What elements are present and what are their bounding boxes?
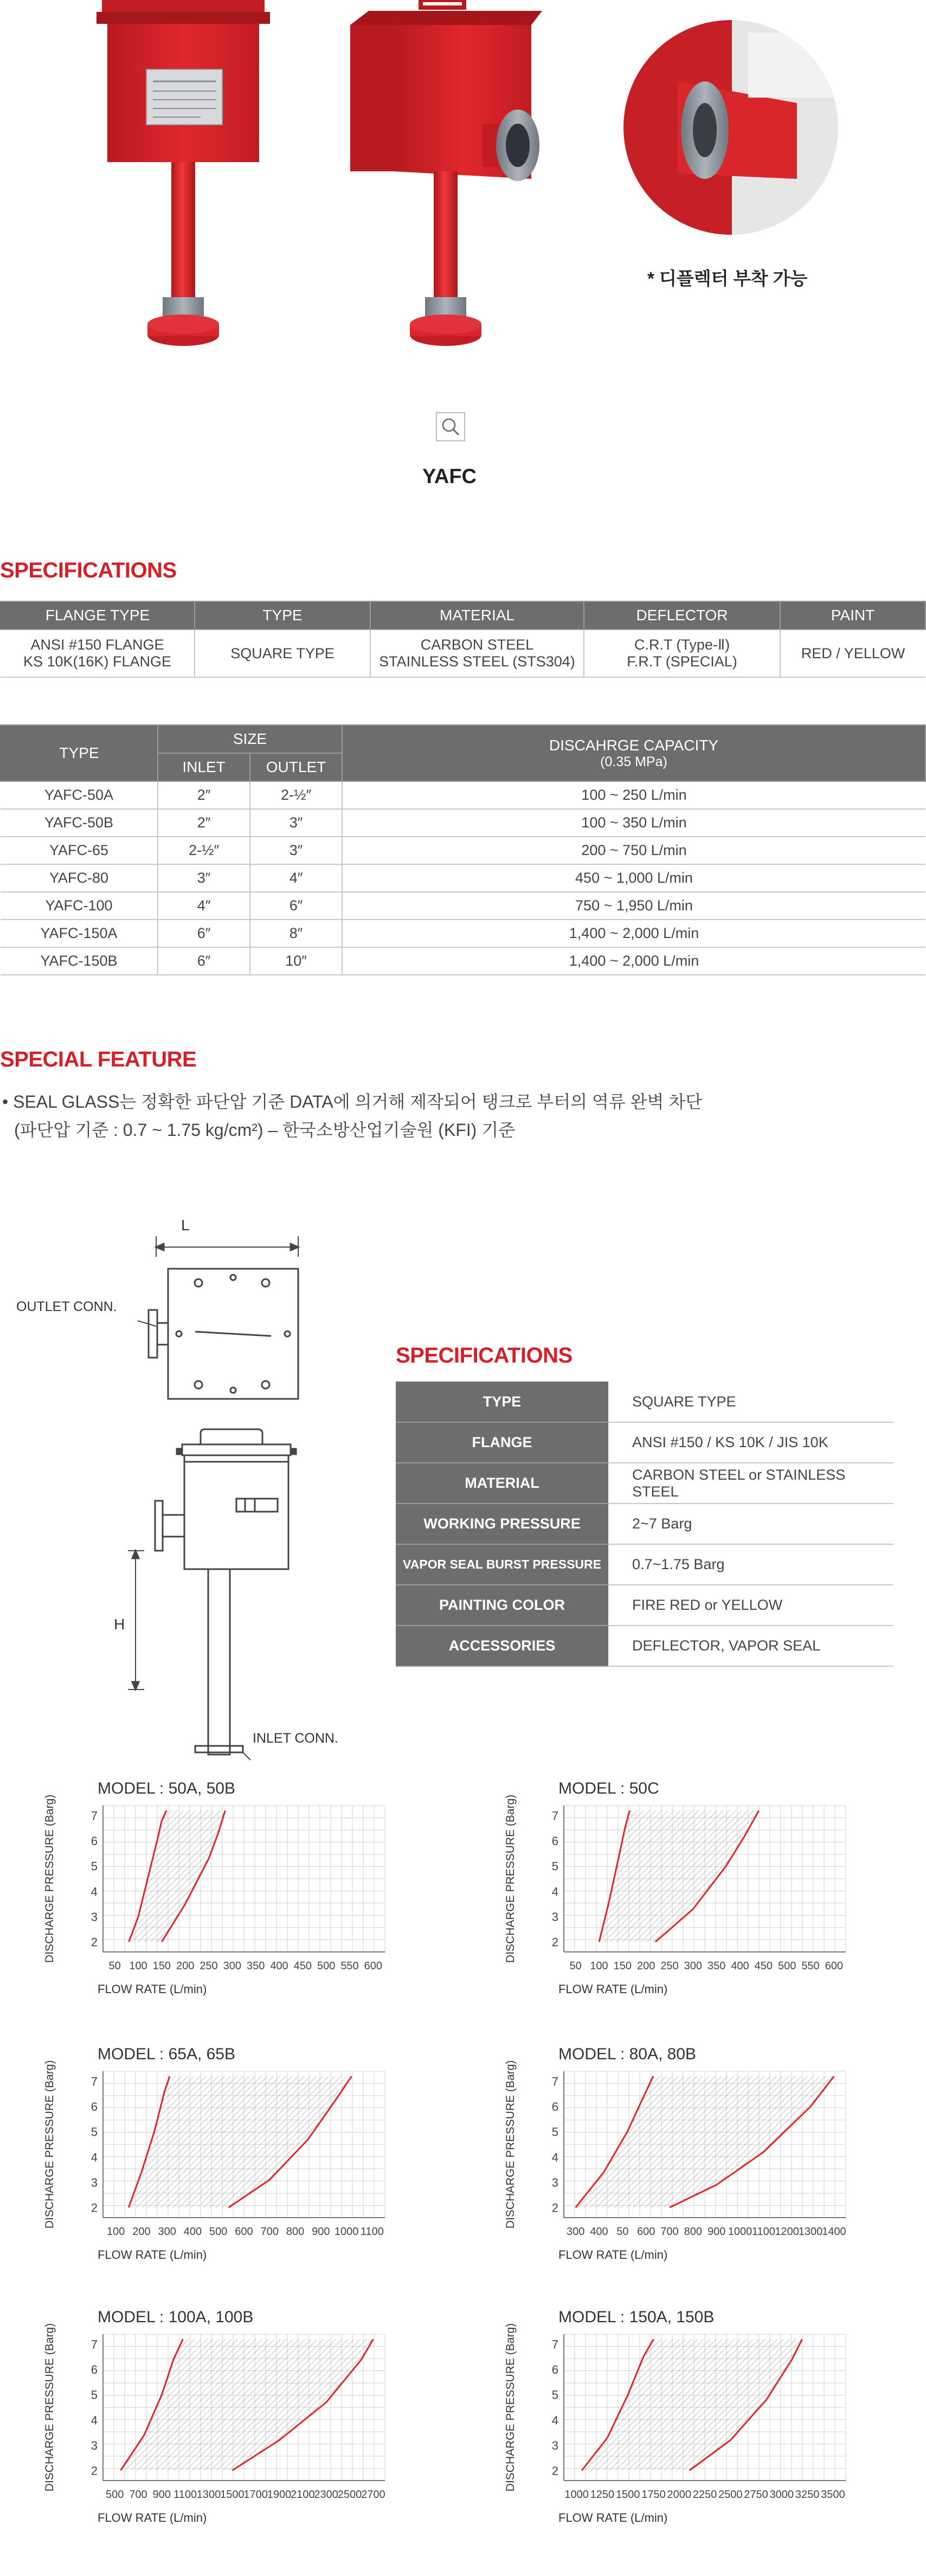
- y-tick-label: 4: [91, 2413, 98, 2427]
- cap-header-size: SIZE: [158, 725, 342, 753]
- cap-cell-cap: 750 ~ 1,950 L/min: [342, 892, 925, 920]
- x-tick-label: 1500: [615, 2489, 640, 2501]
- y-tick-label: 6: [91, 2363, 98, 2377]
- x-tick-label: 2000: [667, 2489, 691, 2501]
- spec2-title: SPECIFICATIONS: [396, 1344, 573, 1367]
- x-tick-label: 300: [566, 2226, 585, 2238]
- y-tick-label: 5: [91, 1859, 98, 1873]
- drawing-label-l: L: [181, 1217, 190, 1234]
- product-photo-front: [97, 0, 270, 346]
- x-tick-label: 900: [312, 2226, 330, 2238]
- chart-3: [504, 2045, 846, 2262]
- x-tick-label: 900: [152, 2489, 171, 2501]
- y-tick-label: 7: [551, 1809, 558, 1823]
- y-axis-label: DISCHARGE PRESSURE (Barg): [504, 1794, 517, 1963]
- cap-cell-outlet: 6″: [250, 892, 342, 920]
- spec-cell: SQUARE TYPE: [195, 629, 370, 677]
- cap-cell-outlet: 4″: [250, 864, 342, 892]
- x-tick-label: 600: [636, 2226, 655, 2238]
- x-tick-label: 400: [731, 1960, 749, 1972]
- chart-2: [43, 2045, 385, 2262]
- chart-region: [582, 2339, 802, 2470]
- x-tick-label: 300: [158, 2226, 176, 2238]
- spec-header: PAINT: [780, 601, 925, 629]
- y-tick-label: 4: [551, 1885, 558, 1899]
- x-tick-label: 300: [223, 1960, 242, 1972]
- x-tick-label: 2250: [692, 2489, 717, 2501]
- y-tick-label: 2: [91, 2201, 98, 2215]
- spec-table: [0, 601, 926, 678]
- x-tick-label: 1100: [360, 2226, 384, 2238]
- cap-cell-type: YAFC-80: [1, 864, 158, 892]
- x-tick-label: 2500: [337, 2489, 362, 2501]
- y-tick-label: 4: [91, 2150, 98, 2164]
- y-tick-label: 4: [91, 1885, 98, 1899]
- spec2-value: CARBON STEEL or STAINLESS STEEL: [608, 1463, 893, 1504]
- y-axis-label: DISCHARGE PRESSURE (Barg): [504, 2060, 517, 2229]
- cap-cell-outlet: 3″: [250, 837, 342, 864]
- spec-cell: C.R.T (Type-Ⅱ) F.R.T (SPECIAL): [584, 629, 780, 677]
- y-tick-label: 7: [551, 2337, 558, 2352]
- charts: [0, 1773, 926, 2576]
- x-tick-label: 200: [176, 1960, 195, 1972]
- spec-title: SPECIFICATIONS: [0, 558, 177, 582]
- table-row: [1, 864, 925, 892]
- y-tick-label: 2: [91, 1935, 98, 1949]
- y-tick-label: 3: [551, 2438, 558, 2452]
- table-row: [1, 781, 925, 809]
- cap-cell-cap: 450 ~ 1,000 L/min: [342, 864, 925, 892]
- table-row: [396, 1626, 893, 1666]
- cap-cell-cap: 200 ~ 750 L/min: [342, 837, 925, 864]
- spec2-value: 0.7~1.75 Barg: [608, 1544, 893, 1585]
- y-axis-label: DISCHARGE PRESSURE (Barg): [43, 2060, 56, 2229]
- y-tick-label: 5: [551, 2388, 558, 2402]
- table-row: [396, 1585, 893, 1626]
- x-tick-label: 300: [684, 1960, 703, 1972]
- x-tick-label: 1500: [220, 2489, 245, 2501]
- table-row: [1, 837, 925, 864]
- x-tick-label: 250: [200, 1960, 218, 1972]
- technical-drawing: [0, 1215, 380, 1762]
- spec-header: TYPE: [195, 601, 370, 629]
- x-tick-label: 700: [660, 2226, 679, 2238]
- y-tick-label: 5: [551, 1859, 558, 1873]
- table-row: [396, 1544, 893, 1585]
- x-tick-label: 100: [106, 2226, 125, 2238]
- x-tick-label: 600: [825, 1960, 844, 1972]
- x-tick-label: 3250: [795, 2489, 820, 2501]
- x-axis-label: FLOW RATE (L/min): [558, 2511, 668, 2524]
- x-tick-label: 1750: [641, 2489, 666, 2501]
- x-tick-label: 1400: [822, 2226, 846, 2238]
- chart-region: [129, 1810, 226, 1942]
- x-tick-label: 700: [129, 2489, 147, 2501]
- spec2-key: ACCESSORIES: [396, 1626, 608, 1666]
- chart-1: [504, 1780, 846, 1996]
- table-row: [396, 1463, 893, 1504]
- outlet-conn-label: OUTLET CONN.: [16, 1299, 117, 1314]
- y-tick-label: 7: [91, 2337, 98, 2352]
- chart-title: MODEL : 50C: [558, 1780, 659, 1797]
- x-tick-label: 1200: [775, 2226, 799, 2238]
- y-tick-label: 3: [551, 1910, 558, 1924]
- x-axis-label: FLOW RATE (L/min): [98, 2511, 207, 2524]
- feature-title: SPECIAL FEATURE: [0, 1048, 197, 1071]
- x-tick-label: 350: [707, 1960, 726, 1972]
- cap-cell-type: YAFC-150A: [1, 920, 158, 947]
- table-row: [1, 809, 925, 837]
- spec-header: MATERIAL: [370, 601, 584, 629]
- spec-header: DEFLECTOR: [584, 601, 780, 629]
- x-tick-label: 2300: [314, 2489, 338, 2501]
- x-tick-label: 200: [132, 2226, 151, 2238]
- x-axis-label: FLOW RATE (L/min): [98, 2248, 207, 2262]
- x-tick-label: 1100: [173, 2489, 197, 2501]
- y-tick-label: 6: [551, 1834, 558, 1848]
- x-tick-label: 500: [777, 1960, 796, 1972]
- cap-cell-inlet: 2″: [158, 809, 250, 837]
- spec-cell: CARBON STEEL STAINLESS STEEL (STS304): [370, 629, 584, 677]
- spec2-key: VAPOR SEAL BURST PRESSURE: [396, 1544, 608, 1585]
- x-tick-label: 50: [108, 1960, 121, 1972]
- feature-line-1: • SEAL GLASS는 정확한 파단압 기준 DATA에 의거해 제작되어 탱크로 부터의 역류 완벽 차단: [2, 1092, 703, 1112]
- chart-title: MODEL : 150A, 150B: [558, 2308, 715, 2326]
- spec2-table: [396, 1382, 893, 1667]
- y-tick-label: 5: [91, 2125, 98, 2139]
- spec2-value: ANSI #150 / KS 10K / JIS 10K: [608, 1422, 893, 1463]
- inlet-conn-label: INLET CONN.: [253, 1731, 338, 1746]
- x-tick-label: 2750: [744, 2489, 768, 2501]
- cap-cell-inlet: 6″: [158, 947, 250, 975]
- chart-title: MODEL : 65A, 65B: [98, 2045, 236, 2063]
- y-tick-label: 6: [91, 1834, 98, 1848]
- table-row: [1, 947, 925, 975]
- table-row: [1, 892, 925, 920]
- x-tick-label: 900: [707, 2226, 726, 2238]
- cap-header-inlet: INLET: [158, 753, 250, 781]
- y-tick-label: 2: [91, 2464, 98, 2478]
- cap-cell-cap: 1,400 ~ 2,000 L/min: [342, 947, 925, 975]
- x-tick-label: 450: [293, 1960, 312, 1972]
- y-tick-label: 6: [551, 2363, 558, 2377]
- x-tick-label: 1000: [564, 2489, 589, 2501]
- deflector-detail-photo: [623, 20, 838, 235]
- x-tick-label: 400: [183, 2226, 202, 2238]
- cap-cell-cap: 1,400 ~ 2,000 L/min: [342, 920, 925, 947]
- y-tick-label: 4: [551, 2413, 558, 2427]
- x-tick-label: 700: [260, 2226, 279, 2238]
- x-tick-label: 600: [364, 1960, 383, 1972]
- cap-cell-outlet: 8″: [250, 920, 342, 947]
- x-tick-label: 50: [616, 2226, 629, 2238]
- table-row: [396, 1504, 893, 1544]
- x-tick-label: 1000: [334, 2226, 359, 2238]
- spec2-value: FIRE RED or YELLOW: [608, 1585, 893, 1626]
- chart-4: [43, 2308, 385, 2524]
- y-tick-label: 3: [91, 1910, 98, 1924]
- x-tick-label: 600: [235, 2226, 253, 2238]
- spec2-key: TYPE: [396, 1382, 608, 1422]
- x-tick-label: 550: [801, 1960, 820, 1972]
- cap-cell-type: YAFC-50B: [1, 809, 158, 837]
- y-tick-label: 3: [91, 2438, 98, 2452]
- x-tick-label: 3000: [769, 2489, 794, 2501]
- chart-title: MODEL : 100A, 100B: [98, 2308, 254, 2326]
- x-tick-label: 500: [209, 2226, 228, 2238]
- x-axis-label: FLOW RATE (L/min): [98, 1982, 207, 1996]
- x-tick-label: 1300: [798, 2226, 823, 2238]
- magnifier-icon: [437, 413, 464, 440]
- y-tick-label: 6: [551, 2100, 558, 2114]
- x-tick-label: 150: [152, 1960, 171, 1972]
- chart-0: [43, 1780, 385, 1996]
- table-row: [396, 1422, 893, 1463]
- cap-header-outlet: OUTLET: [250, 753, 342, 781]
- deflector-note: * 디플렉터 부착 가능: [647, 268, 808, 288]
- x-tick-label: 2700: [361, 2489, 385, 2501]
- y-tick-label: 4: [551, 2150, 558, 2164]
- x-axis-label: FLOW RATE (L/min): [558, 1982, 668, 1996]
- x-tick-label: 100: [129, 1960, 147, 1972]
- x-tick-label: 1300: [196, 2489, 221, 2501]
- spec2-value: SQUARE TYPE: [608, 1382, 893, 1422]
- spec2-value: 2~7 Barg: [608, 1504, 893, 1544]
- x-tick-label: 550: [340, 1960, 359, 1972]
- cap-cell-outlet: 2-½″: [250, 781, 342, 809]
- x-tick-label: 3500: [821, 2489, 845, 2501]
- chart-title: MODEL : 80A, 80B: [558, 2045, 697, 2063]
- x-tick-label: 800: [286, 2226, 305, 2238]
- x-tick-label: 1100: [751, 2226, 775, 2238]
- drawing-label-h: H: [114, 1616, 125, 1633]
- y-tick-label: 7: [91, 1809, 98, 1823]
- y-tick-label: 6: [91, 2100, 98, 2114]
- cap-cell-inlet: 6″: [158, 920, 250, 947]
- spec2-value: DEFLECTOR, VAPOR SEAL: [608, 1626, 893, 1666]
- x-tick-label: 250: [660, 1960, 679, 1972]
- cap-cell-cap: 100 ~ 350 L/min: [342, 809, 925, 837]
- cap-cell-type: YAFC-65: [1, 837, 158, 864]
- x-tick-label: 150: [613, 1960, 632, 1972]
- cap-cell-type: YAFC-50A: [1, 781, 158, 809]
- x-tick-label: 400: [590, 2226, 608, 2238]
- cap-cell-inlet: 2″: [158, 781, 250, 809]
- cap-cell-outlet: 10″: [250, 947, 342, 975]
- cap-cell-inlet: 3″: [158, 864, 250, 892]
- y-tick-label: 7: [551, 2074, 558, 2089]
- y-tick-label: 3: [551, 2175, 558, 2189]
- x-tick-label: 500: [105, 2489, 124, 2501]
- x-axis-label: FLOW RATE (L/min): [558, 2248, 668, 2262]
- x-tick-label: 1000: [728, 2226, 753, 2238]
- y-tick-label: 2: [551, 2201, 558, 2215]
- x-tick-label: 450: [754, 1960, 773, 1972]
- y-axis-label: DISCHARGE PRESSURE (Barg): [43, 1794, 56, 1963]
- cap-cell-cap: 100 ~ 250 L/min: [342, 781, 925, 809]
- y-axis-label: DISCHARGE PRESSURE (Barg): [504, 2323, 517, 2492]
- model-name: YAFC: [422, 465, 477, 488]
- chart-region: [128, 2076, 351, 2207]
- x-tick-label: 400: [270, 1960, 288, 1972]
- cap-cell-inlet: 2-½″: [158, 837, 250, 864]
- cap-cell-type: YAFC-150B: [1, 947, 158, 975]
- y-tick-label: 2: [551, 2464, 558, 2478]
- chart-region: [121, 2339, 374, 2470]
- spec-header: FLANGE TYPE: [1, 601, 195, 629]
- cap-header-capacity: DISCAHRGE CAPACITY (0.35 MPa): [342, 725, 925, 781]
- y-tick-label: 3: [91, 2175, 98, 2189]
- x-tick-label: 1250: [590, 2489, 615, 2501]
- x-tick-label: 2500: [718, 2489, 743, 2501]
- hero-photos: [0, 0, 926, 401]
- x-tick-label: 200: [636, 1960, 655, 1972]
- x-tick-label: 1700: [243, 2489, 268, 2501]
- capacity-table: [0, 724, 926, 975]
- x-tick-label: 1900: [267, 2489, 292, 2501]
- y-tick-label: 2: [551, 1935, 558, 1949]
- spec2-key: PAINTING COLOR: [396, 1585, 608, 1626]
- cap-cell-outlet: 3″: [250, 809, 342, 837]
- y-tick-label: 7: [91, 2074, 98, 2089]
- chart-region: [576, 2076, 834, 2207]
- table-row: [396, 1382, 893, 1422]
- chart-title: MODEL : 50A, 50B: [98, 1780, 236, 1797]
- spec-cell: ANSI #150 FLANGE KS 10K(16K) FLANGE: [1, 629, 195, 677]
- feature-text: [2, 1088, 702, 1144]
- spec-cell: RED / YELLOW: [780, 629, 925, 677]
- product-photo-side: [350, 0, 542, 346]
- x-tick-label: 50: [569, 1960, 582, 1972]
- y-tick-label: 5: [91, 2388, 98, 2402]
- y-tick-label: 5: [551, 2125, 558, 2139]
- x-tick-label: 2100: [291, 2489, 315, 2501]
- cap-cell-inlet: 4″: [158, 892, 250, 920]
- x-tick-label: 800: [684, 2226, 703, 2238]
- cap-cell-type: YAFC-100: [1, 892, 158, 920]
- x-tick-label: 500: [317, 1960, 336, 1972]
- spec2-key: WORKING PRESSURE: [396, 1504, 608, 1544]
- x-tick-label: 350: [246, 1960, 265, 1972]
- zoom-button[interactable]: [436, 412, 465, 441]
- y-axis-label: DISCHARGE PRESSURE (Barg): [43, 2323, 56, 2492]
- x-tick-label: 100: [590, 1960, 608, 1972]
- cap-header-type: TYPE: [1, 725, 158, 781]
- spec2-key: MATERIAL: [396, 1463, 608, 1504]
- spec2-key: FLANGE: [396, 1422, 608, 1463]
- table-row: [1, 920, 925, 947]
- feature-line-2: (파단압 기준 : 0.7 ~ 1.75 kg/cm²) – 한국소방산업기술원 (KFI) 기준: [14, 1120, 516, 1140]
- chart-5: [504, 2308, 846, 2524]
